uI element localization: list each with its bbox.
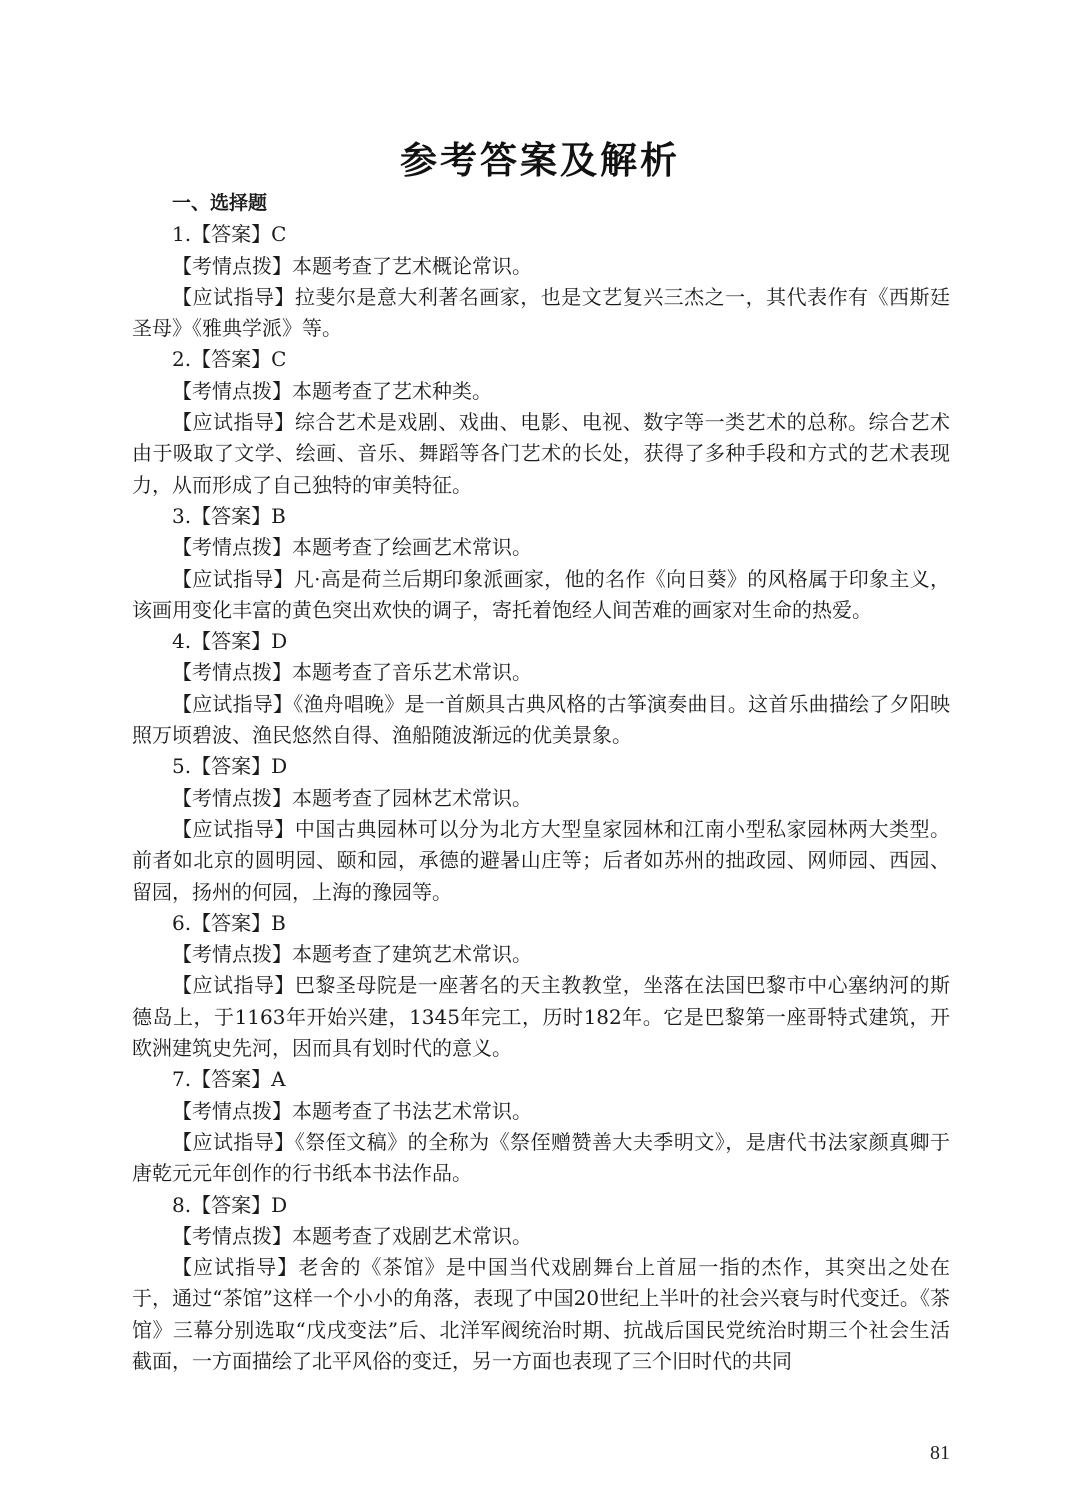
guide-paragraph: 【应试指导】拉斐尔是意大利著名画家，也是文艺复兴三杰之一，其代表作有《西斯廷圣母》《雅典学派》等。 [132,284,950,341]
answer-line: 7.【答案】A [172,1067,286,1092]
page-title: 参考答案及解析 [400,139,680,182]
guide-paragraph: 【应试指导】综合艺术是戏剧、戏曲、电影、电视、数字等一类艺术的总称。综合艺术由于吸取了文学、绘画、音乐、舞蹈等各门艺术的长处，获得了多种手段和方式的艺术表现力，从而形成了自己独特的审美特征。 [132,410,950,497]
guide-paragraph: 【应试指导】《祭侄文稿》的全称为《祭侄赠赞善大夫季明文》，是唐代书法家颜真卿于唐乾元元年创作的行书纸本书法作品。 [132,1129,950,1186]
key-point-line: 【考情点拨】本题考查了绘画艺术常识。 [172,535,532,560]
answer-line: 5.【答案】D [172,754,288,779]
answer-line: 2.【答案】C [172,347,287,372]
key-point-line: 【考情点拨】本题考查了建筑艺术常识。 [172,942,532,967]
answer-content [132,188,950,1377]
answer-line: 3.【答案】B [172,503,286,528]
guide-paragraph: 【应试指导】巴黎圣母院是一座著名的天主教教堂，坐落在法国巴黎市中心塞纳河的斯德岛上，于1163年开始兴建，1345年完工，历时182年。它是巴黎第一座哥特式建筑，开欧洲建筑史先河，因而具有划时代的意义。 [132,973,950,1061]
key-point-line: 【考情点拨】本题考查了戏剧艺术常识。 [172,1223,532,1248]
section-heading: 一、选择题 [172,192,268,214]
guide-paragraph: 【应试指导】凡·高是荷兰后期印象派画家，他的名作《向日葵》的风格属于印象主义，该画用变化丰富的黄色突出欢快的调子，寄托着饱经人间苦难的画家对生命的热爱。 [132,566,950,622]
guide-paragraph: 【应试指导】《渔舟唱晚》是一首颇具古典风格的古筝演奏曲目。这首乐曲描绘了夕阳映照万顷碧波、渔民悠然自得、渔船随波渐远的优美景象。 [132,691,950,748]
key-point-line: 【考情点拨】本题考查了艺术概论常识。 [172,253,532,278]
page-number: 81 [930,1442,950,1464]
key-point-line: 【考情点拨】本题考查了园林艺术常识。 [172,785,532,810]
key-point-line: 【考情点拨】本题考查了艺术种类。 [172,378,492,403]
key-point-line: 【考情点拨】本题考查了书法艺术常识。 [172,1098,532,1123]
answer-line: 6.【答案】B [172,910,286,935]
guide-paragraph: 【应试指导】老舍的《茶馆》是中国当代戏剧舞台上首屈一指的杰作，其突出之处在于，通过“茶馆”这样一个小小的角落，表现了中国20世纪上半叶的社会兴衰与时代变迁。《茶馆》三幕分别选取“戊戌变法”后、北洋军阀统治时期、抗战后国民党统治时期三个社会生活截面，一方面描绘了北平风俗的变迁，另一方面也表现了三个旧时代的共同 [132,1255,950,1373]
guide-paragraph: 【应试指导】中国古典园林可以分为北方大型皇家园林和江南小型私家园林两大类型。前者如北京的圆明园、颐和园，承德的避暑山庄等；后者如苏州的拙政园、网师园、西园、留园，扬州的何园，上海的豫园等。 [132,816,950,904]
answer-line: 8.【答案】D [172,1192,288,1217]
key-point-line: 【考情点拨】本题考查了音乐艺术常识。 [172,660,532,685]
answer-line: 1.【答案】C [172,222,287,247]
answer-line: 4.【答案】D [172,629,288,654]
